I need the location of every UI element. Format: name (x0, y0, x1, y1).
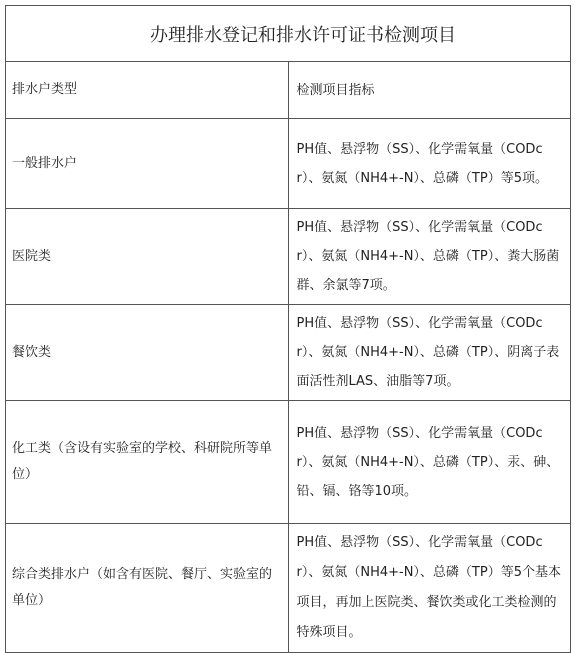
row-type-general: 一般排水户 (6, 119, 289, 209)
row-items-chemical: PH值、悬浮物（SS）、化学需氧量（CODcr）、氨氮（NH4+-N）、总磷（TP）、汞、砷、铅、镉、铬等10项。 (288, 401, 571, 524)
table-row (6, 524, 571, 653)
row-type-comprehensive: 综合类排水户（如含有医院、餐厅、实验室的单位） (6, 524, 289, 653)
inspection-items-table (5, 5, 571, 653)
row-items-catering: PH值、悬浮物（SS）、化学需氧量（CODcr）、氨氮（NH4+-N）、总磷（TP）、阴离子表面活性剂LAS、油脂等7项。 (288, 305, 571, 401)
title-row (6, 6, 571, 62)
header-inspection-items: 检测项目指标 (288, 62, 571, 119)
table-row (6, 119, 571, 209)
header-row (6, 62, 571, 119)
table-row (6, 209, 571, 305)
row-type-hospital: 医院类 (6, 209, 289, 305)
table-row (6, 305, 571, 401)
row-type-catering: 餐饮类 (6, 305, 289, 401)
inspection-items-table-container (5, 5, 571, 653)
header-discharger-type: 排水户类型 (6, 62, 289, 119)
row-type-chemical: 化工类（含设有实验室的学校、科研院所等单位） (6, 401, 289, 524)
table-title: 办理排水登记和排水许可证书检测项目 (6, 6, 571, 62)
row-items-comprehensive: PH值、悬浮物（SS）、化学需氧量（CODcr）、氨氮（NH4+-N）、总磷（TP）等5个基本项目，再加上医院类、餐饮类或化工类检测的特殊项目。 (288, 524, 571, 653)
table-row (6, 401, 571, 524)
row-items-hospital: PH值、悬浮物（SS）、化学需氧量（CODcr）、氨氮（NH4+-N）、总磷（TP）、粪大肠菌群、余氯等7项。 (288, 209, 571, 305)
row-items-general: PH值、悬浮物（SS）、化学需氧量（CODcr）、氨氮（NH4+-N）、总磷（TP）等5项。 (288, 119, 571, 209)
